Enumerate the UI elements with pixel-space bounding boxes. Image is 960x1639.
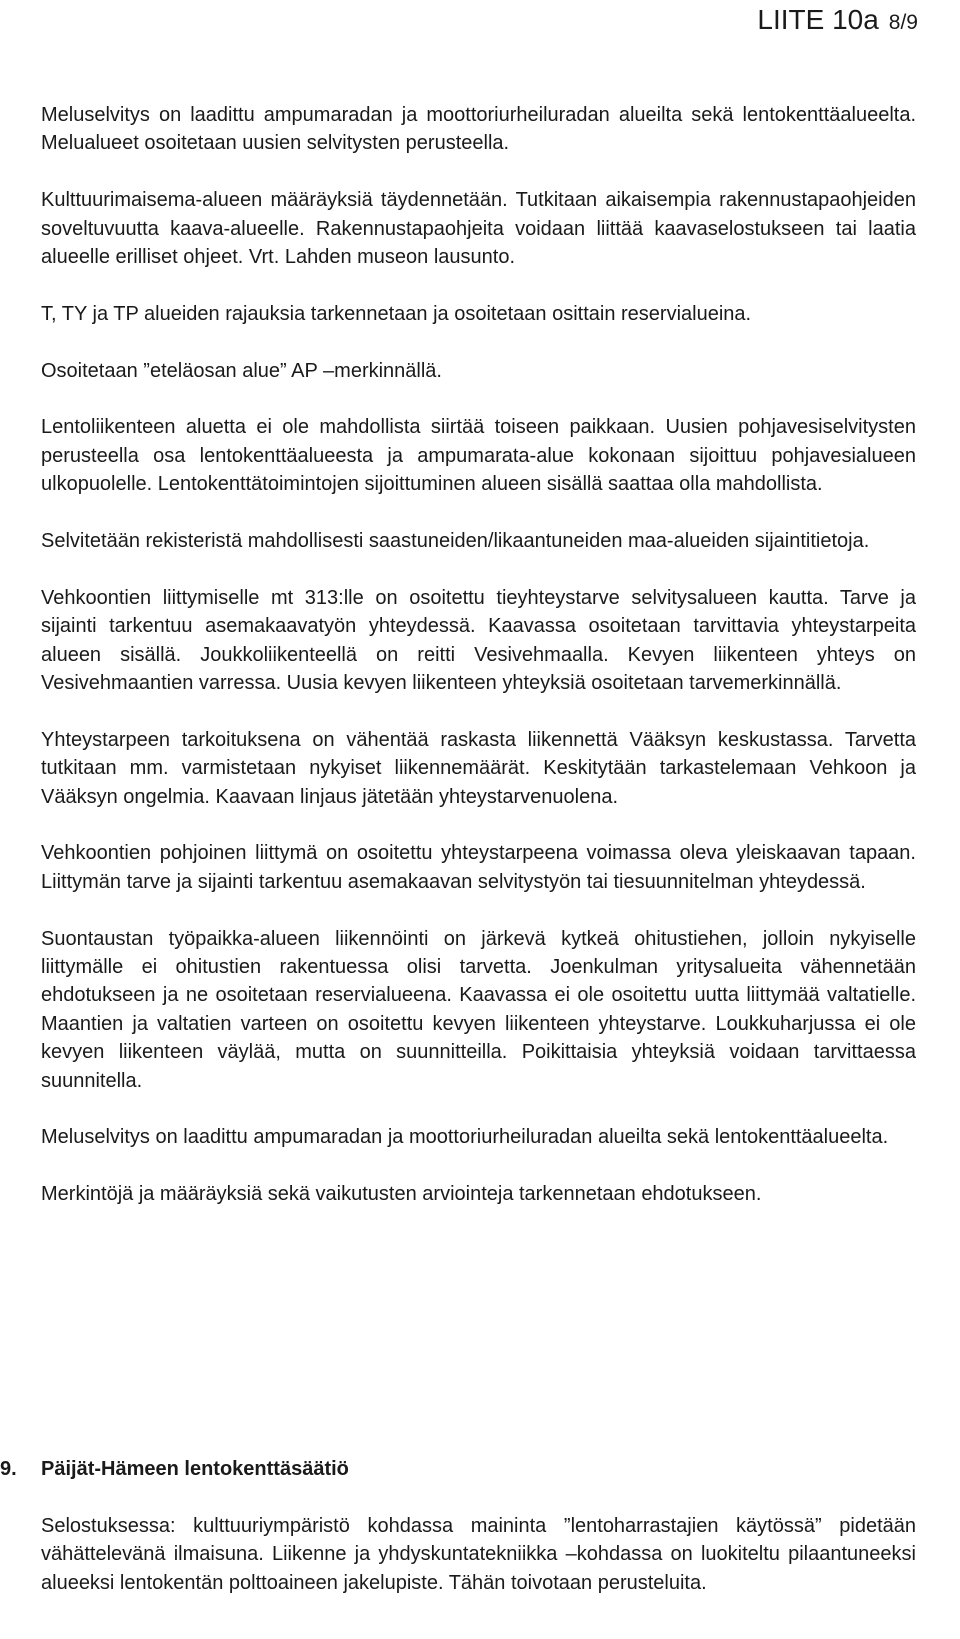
- paragraph-noise-survey-repeat: Meluselvitys on laadittu ampumaradan ja moottoriurheiluradan alueilta sekä lentokenttäalueelta.: [41, 1126, 889, 1149]
- paragraph-section-statement: Selostuksessa: kulttuuriympäristö kohdassa maininta ”lentoharrastajien käytössä” pidetään vähättelevänä ilmaisuna. Liikenne ja yhdyskuntatekniikka –kohdassa on luokiteltu pilaantuneeksi alueeksi lentokentän polttoaineen jakelupiste. Tähän toivotaan perusteluita.: [41, 1515, 916, 1594]
- paragraph-northern-junction: Vehkoontien pohjoinen liittymä on osoitettu yhteystarpeena voimassa oleva yleiskaavan tapaan. Liittymän tarve ja sijainti tarkentuu asemakaavan selvitystyön tai tiesuunnitelman yhteydessä.: [41, 842, 916, 893]
- paragraph-noise-survey: Meluselvitys on laadittu ampumaradan ja moottoriurheiluradan alueilta sekä lentokenttäalueelta. Melualueet osoitetaan uusien selvitysten perusteella.: [41, 104, 916, 155]
- paragraph-workplace-area: Suontaustan työpaikka-alueen liikennöinti on järkevä kytkeä ohitustiehen, jolloin nykyiselle liittymälle ei ohitustien rakentuessa olisi tarvetta. Joenkulman yritysalueita vähennetään ehdotukseen ja ne osoitetaan reservialueena. Kaavassa ei ole osoitettu uutta liittymää valtatielle. Maantien ja valtatien varteen on osoitettu kevyen liikenteen yhteystarve. Loukkuharjussa ei ole kevyen liikenteen väylää, mutta on suunnitteilla. Poikittaisia yhteyksiä voidaan tarvittaessa suunnitella.: [41, 927, 916, 1092]
- paragraph-area-boundaries: T, TY ja TP alueiden rajauksia tarkennetaan ja osoitetaan osittain reservialueina.: [41, 302, 752, 325]
- page-number: 8/9: [888, 11, 918, 34]
- paragraph-contaminated-land: Selvitetään rekisteristä mahdollisesti saastuneiden/likaantuneiden maa-alueiden sijaintitietoja.: [41, 530, 870, 553]
- appendix-title: LIITE 10a: [757, 4, 879, 35]
- document-body: [41, 101, 916, 1209]
- paragraph-heavy-traffic: Yhteystarpeen tarkoituksena on vähentää raskasta liikennettä Vääksyn keskustassa. Tarvetta tutkitaan mm. varmistetaan nykyiset liikennemäärät. Keskitytään tarkastelemaan Vehkoon ja Vääksyn ongelmia. Kaavaan linjaus jätetään yhteystarvenuolena.: [41, 728, 916, 808]
- paragraph-notations: Merkintöjä ja määräyksiä sekä vaikutusten arviointeja tarkennetaan ehdotukseen.: [41, 1183, 762, 1206]
- section-title: Päijät-Hämeen lentokenttäsäätiö: [41, 1458, 349, 1480]
- section-heading: [0, 1455, 916, 1483]
- paragraph-cultural-landscape: Kulttuurimaisema-alueen määräyksiä täydennetään. Tutkitaan aikaisempia rakennustapaohjeiden soveltuvuutta kaava-alueelle. Rakennustapaohjeita voidaan liittää kaavaselostukseen tai laatia alueelle erilliset ohjeet. Vrt. Lahden museon lausunto.: [41, 189, 916, 269]
- paragraph-road-connection: Vehkoontien liittymiselle mt 313:lle on osoitettu tieyhteystarve selvitysalueen kautta. Tarve ja sijainti tarkentuu asemakaavatyön yhteydessä. Kaavassa osoitetaan tarvittavia yhteystarpeita alueen sisällä. Joukkoliikenteellä on reitti Vesivehmaalla. Kevyen liikenteen yhteys on Vesivehmaantien varressa. Uusia kevyen liikenteen yhteyksiä osoitetaan tarvemerkinnällä.: [41, 586, 916, 695]
- paragraph-southern-area: Osoitetaan ”eteläosan alue” AP –merkinnällä.: [41, 359, 442, 382]
- page-header: [757, 2, 918, 43]
- paragraph-air-traffic: Lentoliikenteen aluetta ei ole mahdollista siirtää toiseen paikkaan. Uusien pohjavesiselvitysten perusteella osa lentokenttäalueesta ja ampumarata-alue kokonaan sijoittuu pohjavesialueen ulkopuolelle. Lentokenttätoimintojen sijoittuminen alueen sisällä saattaa olla mahdollista.: [41, 416, 916, 496]
- section-number: 9.: [0, 1458, 17, 1480]
